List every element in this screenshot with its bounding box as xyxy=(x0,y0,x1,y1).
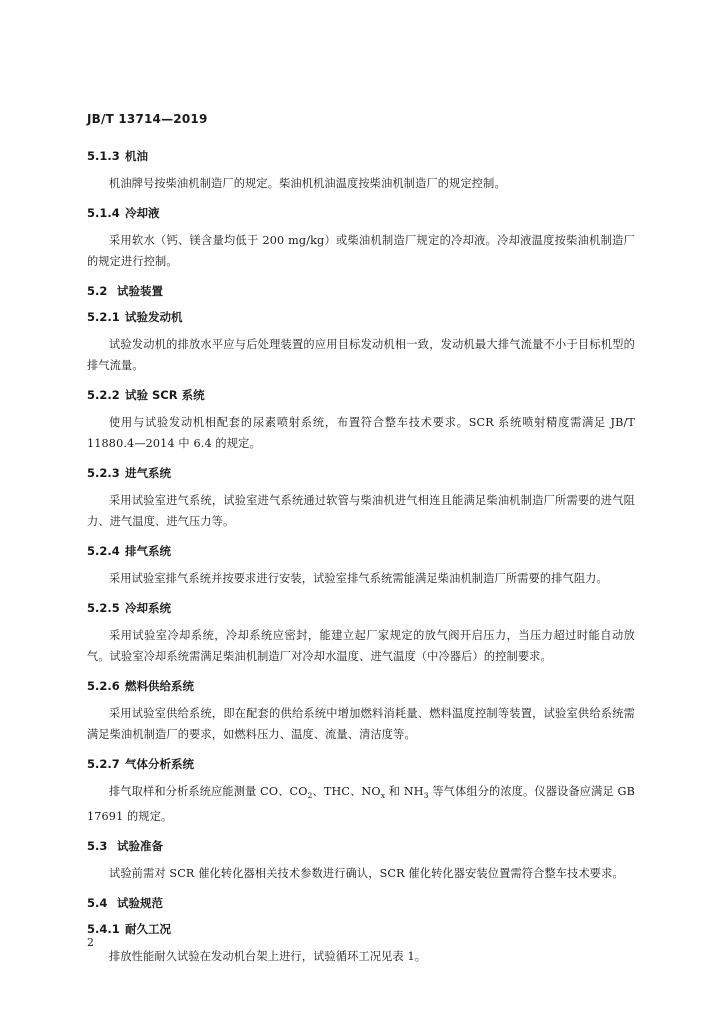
section-title: 试验规范 xyxy=(117,896,163,911)
section-paragraph: 试验前需对 SCR 催化转化器相关技术参数进行确认，SCR 催化转化器安装位置需符合整车技术要求。 xyxy=(109,867,624,881)
section-title: 试验发动机 xyxy=(125,310,183,324)
section-heading xyxy=(87,753,635,775)
section-number: 5.2.6 xyxy=(87,679,120,693)
section-title: 冷却系统 xyxy=(125,601,171,615)
section-title: 排气系统 xyxy=(125,544,171,558)
section-title: 冷却液 xyxy=(125,206,160,220)
section-number: 5.2.1 xyxy=(87,310,120,324)
section-paragraph: 采用试验室冷却系统，冷却系统应密封，能建立起厂家规定的放气阀开启压力，当压力超过时能自动放气。试验室冷却系统需满足柴油机制造厂对冷却水温度、进气温度（中冷器后）的控制要求。 xyxy=(87,629,635,663)
section-title: 机油 xyxy=(125,149,148,163)
section-title: 气体分析系统 xyxy=(125,757,194,771)
page-number: 2 xyxy=(87,936,94,949)
section-paragraph: 使用与试验发动机相配套的尿素喷射系统，布置符合整车技术要求。SCR 系统喷射精度需满足 JB/T 11880.4—2014 中 6.4 的规定。 xyxy=(87,416,635,450)
section-number: 5.2.5 xyxy=(87,601,120,615)
section-paragraph: 排放性能耐久试验在发动机台架上进行，试验循环工况见表 1。 xyxy=(109,950,427,964)
section-heading xyxy=(87,280,635,302)
section-paragraph: 采用软水（钙、镁含量均低于 200 mg/kg）或柴油机制造厂规定的冷却液。冷却液温度按柴油机制造厂的规定进行控制。 xyxy=(87,234,635,268)
section-heading xyxy=(87,892,635,914)
section-paragraph: 采用试验室供给系统，即在配套的供给系统中增加燃料消耗量、燃料温度控制等装置，试验室供给系统需满足柴油机制造厂的要求，如燃料压力、温度、流量、清洁度等。 xyxy=(87,707,635,741)
section-heading xyxy=(87,202,635,224)
section-number: 5.4 xyxy=(87,896,108,911)
section-paragraph: 采用试验室排气系统并按要求进行安装，试验室排气系统需能满足柴油机制造厂所需要的排气阻力。 xyxy=(109,572,608,585)
section-heading xyxy=(87,918,635,940)
section-heading xyxy=(87,540,635,562)
section-title: 试验准备 xyxy=(117,839,163,854)
section-heading xyxy=(87,597,635,619)
section-title: 试验装置 xyxy=(117,284,163,298)
section-heading xyxy=(87,462,635,484)
section-paragraph: 机油牌号按柴油机制造厂的规定。柴油机机油温度按柴油机制造厂的规定控制。 xyxy=(109,177,506,190)
section-heading xyxy=(87,675,635,697)
section-number: 5.3 xyxy=(87,839,108,854)
section-number: 5.2.4 xyxy=(87,544,120,558)
section-number: 5.2.2 xyxy=(87,388,120,402)
section-paragraph: 采用试验室进气系统，试验室进气系统通过软管与柴油机进气相连且能满足柴油机制造厂所需要的进气阻力、进气温度、进气压力等。 xyxy=(87,494,635,528)
section-title: 进气系统 xyxy=(125,466,171,480)
section-heading xyxy=(87,384,635,406)
section-number: 5.1.4 xyxy=(87,206,120,220)
section-number: 5.1.3 xyxy=(87,149,120,163)
section-paragraph: 排气取样和分析系统应能测量 CO、$CO_2$、THC、$NO_x$ 和 $NH_3$ 等气体组分的浓度。仪器设备应满足 GB 17691 的规定。 xyxy=(87,785,635,824)
section-number: 5.2.3 xyxy=(87,466,120,480)
section-heading xyxy=(87,145,635,167)
document-body xyxy=(87,145,635,975)
section-paragraph: 试验发动机的排放水平应与后处理装置的应用目标发动机相一致，发动机最大排气流量不小于目标机型的排气流量。 xyxy=(87,338,635,372)
section-title: 燃料供给系统 xyxy=(125,679,194,693)
section-number: 5.2 xyxy=(87,284,108,298)
section-title: 试验 SCR 系统 xyxy=(125,388,205,402)
standard-header: JB/T 13714—2019 xyxy=(87,112,208,126)
section-number: 5.4.1 xyxy=(87,922,120,937)
section-number: 5.2.7 xyxy=(87,757,120,771)
section-heading xyxy=(87,835,635,857)
section-title: 耐久工况 xyxy=(125,922,171,937)
section-heading xyxy=(87,306,635,328)
